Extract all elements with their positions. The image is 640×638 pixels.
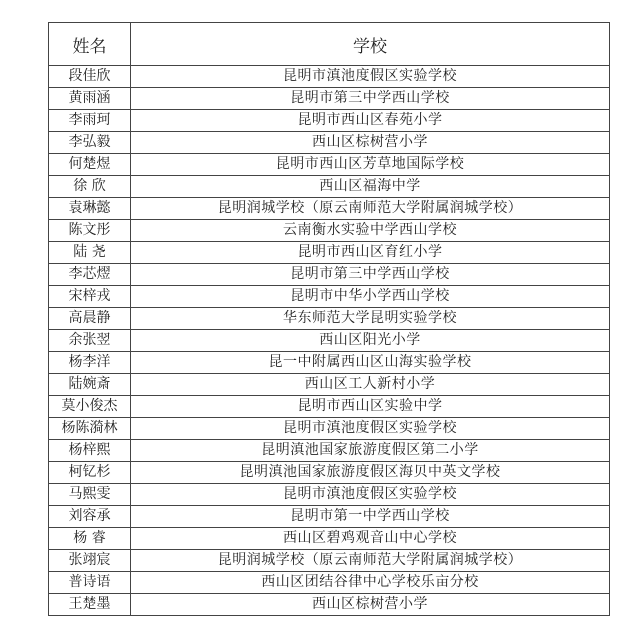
student-name-cell: 刘容承 [49,506,131,528]
school-name-cell: 西山区阳光小学 [131,330,610,352]
student-name-cell: 李弘毅 [49,132,131,154]
school-name-cell: 昆明市滇池度假区实验学校 [131,418,610,440]
school-name-cell: 昆明市滇池度假区实验学校 [131,66,610,88]
school-name-cell: 西山区福海中学 [131,176,610,198]
table-row [49,286,610,308]
student-name-cell: 李芯熤 [49,264,131,286]
table-row [49,418,610,440]
school-name-cell: 西山区工人新村小学 [131,374,610,396]
student-name-cell: 陆婉斎 [49,374,131,396]
student-name-cell: 袁琳懿 [49,198,131,220]
school-name-cell: 昆明市西山区春苑小学 [131,110,610,132]
student-name-cell: 杨陈漪林 [49,418,131,440]
table-row [49,264,610,286]
table-row [49,176,610,198]
student-name-cell: 陆 尧 [49,242,131,264]
student-name-cell: 段佳欣 [49,66,131,88]
school-name-cell: 昆明滇池国家旅游度假区第二小学 [131,440,610,462]
school-name-cell: 昆明市中华小学西山学校 [131,286,610,308]
table-row [49,462,610,484]
school-name-cell: 西山区棕树营小学 [131,132,610,154]
table-row [49,506,610,528]
table-row [49,330,610,352]
school-name-cell: 昆明市西山区芳草地国际学校 [131,154,610,176]
student-name-cell: 宋梓戎 [49,286,131,308]
student-name-cell: 张翊宸 [49,550,131,572]
school-name-cell: 云南衡水实验中学西山学校 [131,220,610,242]
table-row [49,396,610,418]
student-name-cell: 杨梓熙 [49,440,131,462]
student-name-cell: 普诗语 [49,572,131,594]
table-row [49,484,610,506]
school-name-cell: 昆明市第三中学西山学校 [131,264,610,286]
table-row [49,242,610,264]
table-row [49,374,610,396]
table-row [49,572,610,594]
school-column-header: 学校 [131,23,610,66]
school-name-cell: 昆明市滇池度假区实验学校 [131,484,610,506]
table-body [49,66,610,616]
student-name-cell: 杨 睿 [49,528,131,550]
school-name-cell: 西山区团结谷律中心学校乐亩分校 [131,572,610,594]
table-row [49,440,610,462]
school-name-cell: 昆明润城学校（原云南师范大学附属润城学校） [131,550,610,572]
school-name-cell: 华东师范大学昆明实验学校 [131,308,610,330]
table-row [49,110,610,132]
student-school-table-container [48,22,609,616]
table-row [49,88,610,110]
school-name-cell: 昆明市第三中学西山学校 [131,88,610,110]
student-name-cell: 徐 欣 [49,176,131,198]
student-name-cell: 柯钇杉 [49,462,131,484]
student-name-cell: 莫小俊杰 [49,396,131,418]
school-name-cell: 昆一中附属西山区山海实验学校 [131,352,610,374]
student-name-cell: 陈文彤 [49,220,131,242]
student-school-table [48,22,610,616]
table-row [49,154,610,176]
name-column-header: 姓名 [49,23,131,66]
table-row [49,594,610,616]
student-name-cell: 余张翌 [49,330,131,352]
table-header-row [49,23,610,66]
table-row [49,198,610,220]
table-row [49,528,610,550]
school-name-cell: 昆明滇池国家旅游度假区海贝中英文学校 [131,462,610,484]
school-name-cell: 昆明市西山区实验中学 [131,396,610,418]
student-name-cell: 马熙雯 [49,484,131,506]
school-name-cell: 西山区棕树营小学 [131,594,610,616]
school-name-cell: 昆明市第一中学西山学校 [131,506,610,528]
table-row [49,308,610,330]
table-row [49,132,610,154]
school-name-cell: 昆明市西山区育红小学 [131,242,610,264]
student-name-cell: 高晨静 [49,308,131,330]
student-name-cell: 李雨珂 [49,110,131,132]
student-name-cell: 杨李洋 [49,352,131,374]
school-name-cell: 西山区碧鸡观音山中心学校 [131,528,610,550]
table-row [49,66,610,88]
table-row [49,352,610,374]
table-row [49,220,610,242]
student-name-cell: 黄雨涵 [49,88,131,110]
student-name-cell: 王楚墨 [49,594,131,616]
school-name-cell: 昆明润城学校（原云南师范大学附属润城学校） [131,198,610,220]
table-row [49,550,610,572]
student-name-cell: 何楚煜 [49,154,131,176]
